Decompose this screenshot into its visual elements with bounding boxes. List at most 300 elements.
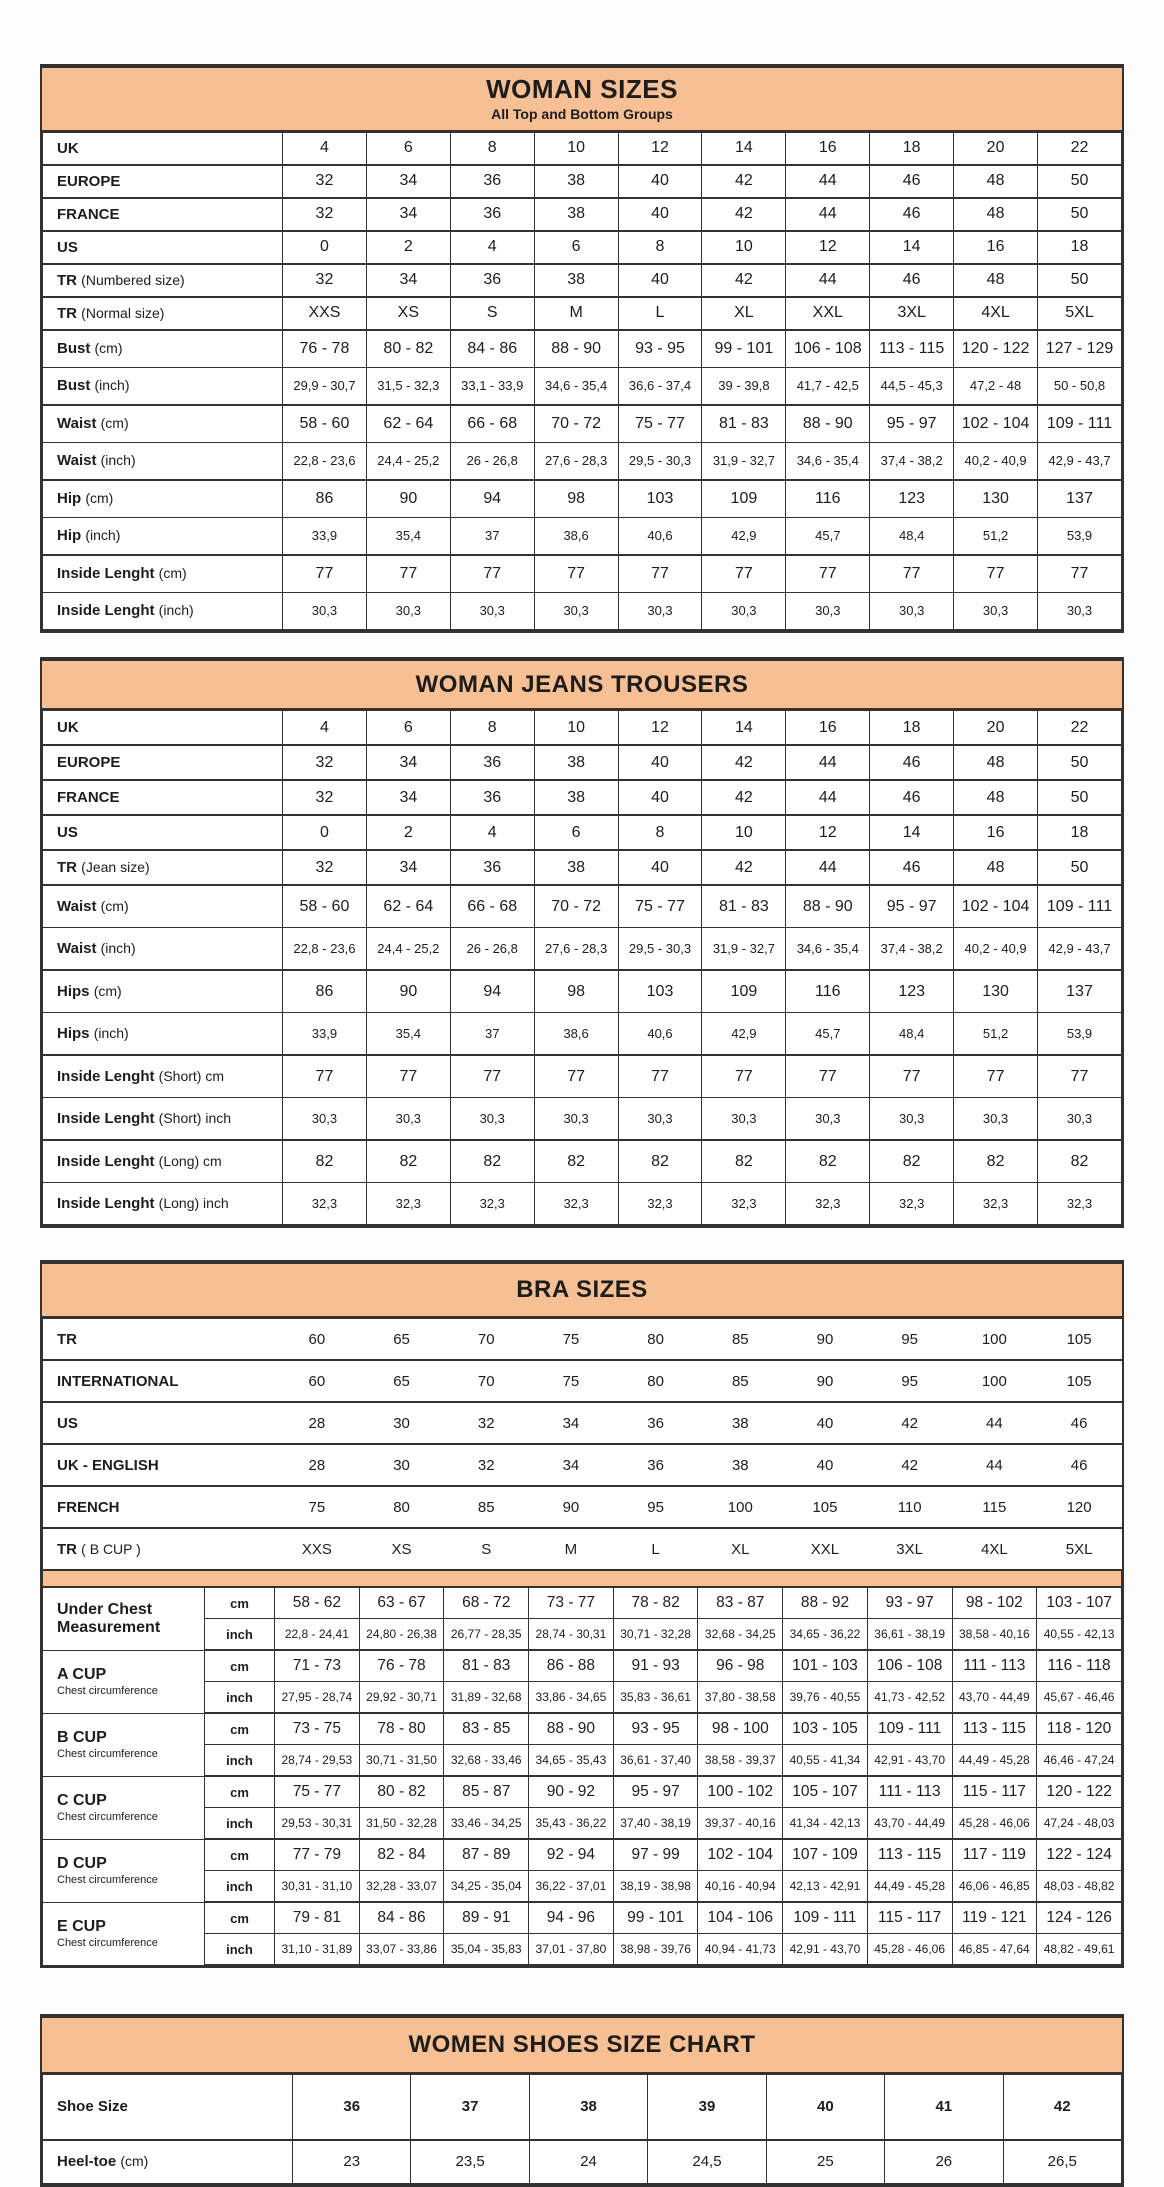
size-cell: 14 <box>870 815 954 850</box>
row-label <box>43 297 283 330</box>
size-cell: 98 <box>534 970 618 1013</box>
cup-label <box>43 1776 205 1839</box>
unit-cell-cm: cm <box>205 1839 275 1871</box>
size-cell: 102 - 104 <box>954 405 1038 443</box>
size-cell: 82 <box>870 1140 954 1183</box>
size-cell: 40,94 - 41,73 <box>698 1934 783 1966</box>
size-cell: 120 <box>1037 1486 1122 1528</box>
table-row <box>43 1402 1122 1444</box>
row-label: FRANCE <box>43 198 283 231</box>
table-row <box>43 1839 1122 1871</box>
size-cell: S <box>450 297 534 330</box>
size-cell: 33,9 <box>283 517 367 555</box>
size-cell: 115 - 117 <box>952 1776 1037 1808</box>
row-label: US <box>43 815 283 850</box>
size-cell: 30,3 <box>534 1098 618 1141</box>
row-label <box>43 970 283 1013</box>
cup-label <box>43 1839 205 1902</box>
size-cell: 37 <box>411 2074 529 2140</box>
size-cell: 78 - 82 <box>613 1587 698 1619</box>
row-label-main: Hip <box>57 527 86 545</box>
size-cell: 40,2 - 40,9 <box>954 442 1038 480</box>
table-row <box>43 330 1122 368</box>
unit-cell-inch: inch <box>205 1934 275 1966</box>
size-cell: 24,80 - 26,38 <box>359 1619 444 1651</box>
size-cell: 85 <box>698 1319 783 1361</box>
size-cell: 94 <box>450 970 534 1013</box>
table-row <box>43 1650 1122 1682</box>
size-cell: 27,6 - 28,3 <box>534 928 618 971</box>
size-cell: 36 <box>450 264 534 297</box>
size-cell: 111 - 113 <box>952 1650 1037 1682</box>
size-cell: 26,5 <box>1003 2140 1121 2184</box>
size-cell: 44 <box>786 165 870 198</box>
size-cell: 43,70 - 44,49 <box>952 1682 1037 1714</box>
shoes-section <box>40 2014 1124 2187</box>
size-cell: 50 <box>1038 264 1122 297</box>
size-cell: XS <box>366 297 450 330</box>
size-cell: 32,3 <box>870 1183 954 1226</box>
shoes-title: WOMEN SHOES SIZE CHART <box>408 2031 756 2059</box>
woman-sizes-grid <box>42 132 1122 631</box>
size-cell: 113 - 115 <box>867 1839 952 1871</box>
size-cell: 85 <box>698 1360 783 1402</box>
unit-cell-cm: cm <box>205 1776 275 1808</box>
table-row <box>43 1013 1122 1056</box>
size-cell: 116 <box>786 970 870 1013</box>
size-cell: 32,3 <box>450 1183 534 1226</box>
size-cell: 46,06 - 46,85 <box>952 1871 1037 1903</box>
row-label <box>43 480 283 518</box>
cup-name: A CUP <box>57 1666 107 1684</box>
size-cell: 103 - 105 <box>783 1713 868 1745</box>
table-row <box>43 198 1122 231</box>
size-cell: 77 <box>954 1055 1038 1098</box>
size-cell: 51,2 <box>954 1013 1038 1056</box>
size-cell: 10 <box>534 711 618 746</box>
size-cell: 2 <box>366 231 450 264</box>
size-cell: 24 <box>529 2140 647 2184</box>
size-cell: 30,3 <box>366 1098 450 1141</box>
size-cell: 48 <box>954 745 1038 780</box>
row-label <box>43 2140 293 2184</box>
shoes-grid <box>42 2074 1122 2185</box>
size-cell: 46 <box>870 198 954 231</box>
size-cell: 36,6 - 37,4 <box>618 367 702 405</box>
size-cell: 30,3 <box>618 592 702 630</box>
section-separator <box>43 1570 1122 1587</box>
size-cell: 34 <box>366 850 450 885</box>
size-cell: 14 <box>870 231 954 264</box>
row-label: FRANCE <box>43 780 283 815</box>
size-cell: 40 <box>783 1444 868 1486</box>
size-cell: 32,3 <box>786 1183 870 1226</box>
size-cell: 88 - 92 <box>783 1587 868 1619</box>
size-cell: 33,46 - 34,25 <box>444 1808 529 1840</box>
size-cell: 0 <box>283 815 367 850</box>
size-cell: 95 - 97 <box>870 885 954 928</box>
size-cell: 103 - 107 <box>1037 1587 1122 1619</box>
table-row <box>43 1776 1122 1808</box>
table-row <box>43 1444 1122 1486</box>
size-cell: 40 <box>618 165 702 198</box>
table-row <box>43 1619 1122 1651</box>
size-cell: 22,8 - 24,41 <box>275 1619 360 1651</box>
size-cell: 30,3 <box>870 592 954 630</box>
cup-subname: Chest circumference <box>57 1747 158 1760</box>
size-cell: 24,5 <box>648 2140 766 2184</box>
table-row <box>43 367 1122 405</box>
size-cell: 30,3 <box>870 1098 954 1141</box>
size-cell: 40,55 - 42,13 <box>1037 1619 1122 1651</box>
size-cell: 32,68 - 34,25 <box>698 1619 783 1651</box>
size-cell: 119 - 121 <box>952 1902 1037 1934</box>
size-cell: 32,3 <box>283 1183 367 1226</box>
size-cell: 82 <box>1038 1140 1122 1183</box>
table-row <box>43 264 1122 297</box>
size-cell: 29,5 - 30,3 <box>618 442 702 480</box>
size-cell: 4 <box>450 231 534 264</box>
row-label-detail: (inch) <box>158 602 194 619</box>
size-cell: 32 <box>283 780 367 815</box>
size-cell: 24,4 - 25,2 <box>366 928 450 971</box>
size-cell: 4 <box>450 815 534 850</box>
size-cell: 26 - 26,8 <box>450 442 534 480</box>
row-label-main: TR <box>57 304 82 322</box>
size-cell: 48 <box>954 780 1038 815</box>
size-cell: 85 - 87 <box>444 1776 529 1808</box>
row-label-main: Inside Lenght <box>57 1195 159 1213</box>
size-cell: 41,7 - 42,5 <box>786 367 870 405</box>
size-cell: 44 <box>952 1402 1037 1444</box>
size-cell: 103 <box>618 480 702 518</box>
size-cell: 39,37 - 40,16 <box>698 1808 783 1840</box>
size-cell: 107 - 109 <box>783 1839 868 1871</box>
cup-label <box>43 1902 205 1965</box>
size-cell: 70 <box>444 1360 529 1402</box>
size-cell: 127 - 129 <box>1038 330 1122 368</box>
size-cell: L <box>618 297 702 330</box>
row-label-main: Hip <box>57 490 86 508</box>
row-label-detail: (Long) inch <box>158 1195 229 1212</box>
size-cell: 32,3 <box>1038 1183 1122 1226</box>
size-cell: 4 <box>283 711 367 746</box>
size-cell: 99 - 101 <box>702 330 786 368</box>
size-cell: 82 <box>618 1140 702 1183</box>
cup-subname: Chest circumference <box>57 1810 158 1823</box>
table-row <box>43 970 1122 1013</box>
size-cell: 38,6 <box>534 1013 618 1056</box>
size-cell: 30,3 <box>954 592 1038 630</box>
size-cell: 44 <box>786 745 870 780</box>
size-cell: 36 <box>613 1402 698 1444</box>
size-cell: 35,83 - 36,61 <box>613 1682 698 1714</box>
size-cell: 42,91 - 43,70 <box>867 1745 952 1777</box>
size-cell: 12 <box>786 815 870 850</box>
size-cell: 95 - 97 <box>870 405 954 443</box>
size-cell: 50 <box>1038 198 1122 231</box>
size-cell: 48,82 - 49,61 <box>1037 1934 1122 1966</box>
size-cell: 116 - 118 <box>1037 1650 1122 1682</box>
size-cell: 34 <box>529 1444 614 1486</box>
size-cell: 47,24 - 48,03 <box>1037 1808 1122 1840</box>
table-row <box>43 928 1122 971</box>
row-label-main: Inside Lenght <box>57 1153 159 1171</box>
size-cell: 41 <box>885 2074 1003 2140</box>
size-cell: 32,3 <box>618 1183 702 1226</box>
row-label-detail: (Long) cm <box>158 1153 222 1170</box>
size-cell: 53,9 <box>1038 517 1122 555</box>
size-cell: 46 <box>1037 1444 1122 1486</box>
row-label: EUROPE <box>43 745 283 780</box>
size-cell: 14 <box>702 132 786 165</box>
row-label-main: Inside Lenght <box>57 1068 159 1086</box>
row-label-detail: (Jean size) <box>81 859 150 876</box>
size-cell: 75 <box>275 1486 360 1528</box>
bra-sizes-title: BRA SIZES <box>516 1276 648 1304</box>
table-row <box>43 555 1122 593</box>
size-cell: 31,50 - 32,28 <box>359 1808 444 1840</box>
size-cell: 82 - 84 <box>359 1839 444 1871</box>
size-cell: 66 - 68 <box>450 885 534 928</box>
size-cell: 50 <box>1038 165 1122 198</box>
size-cell: 70 - 72 <box>534 885 618 928</box>
size-cell: 6 <box>534 815 618 850</box>
row-label-detail: (cm) <box>93 983 122 1000</box>
size-cell: 30,3 <box>702 1098 786 1141</box>
size-cell: 42 <box>702 198 786 231</box>
size-cell: 32 <box>444 1444 529 1486</box>
size-cell: 30,3 <box>702 592 786 630</box>
row-label-main: Waist <box>57 452 101 470</box>
row-label-main: Bust <box>57 377 95 395</box>
table-row <box>43 405 1122 443</box>
size-cell: 38,6 <box>534 517 618 555</box>
size-cell: 10 <box>702 231 786 264</box>
size-cell: 95 <box>867 1319 952 1361</box>
size-cell: 89 - 91 <box>444 1902 529 1934</box>
size-cell: 36,61 - 38,19 <box>867 1619 952 1651</box>
row-label <box>43 1055 283 1098</box>
row-label <box>43 442 283 480</box>
size-cell: 46 <box>870 264 954 297</box>
size-cell: 92 - 94 <box>529 1839 614 1871</box>
size-cell: 31,9 - 32,7 <box>702 442 786 480</box>
size-cell: 4XL <box>952 1528 1037 1570</box>
table-row <box>43 885 1122 928</box>
size-cell: 16 <box>786 132 870 165</box>
size-cell: 4XL <box>954 297 1038 330</box>
size-cell: 38 <box>534 780 618 815</box>
size-cell: 34,65 - 36,22 <box>783 1619 868 1651</box>
table-row <box>43 297 1122 330</box>
size-cell: 130 <box>954 970 1038 1013</box>
size-cell: 65 <box>359 1319 444 1361</box>
size-cell: 3XL <box>867 1528 952 1570</box>
size-cell: 84 - 86 <box>359 1902 444 1934</box>
size-cell: 32 <box>283 165 367 198</box>
woman-jeans-grid <box>42 710 1122 1226</box>
size-cell: 137 <box>1038 480 1122 518</box>
size-cell: 106 - 108 <box>867 1650 952 1682</box>
size-cell: M <box>534 297 618 330</box>
size-cell: 77 <box>618 555 702 593</box>
size-cell: 39,76 - 40,55 <box>783 1682 868 1714</box>
size-cell: 30,3 <box>1038 592 1122 630</box>
size-cell: 76 - 78 <box>283 330 367 368</box>
size-cell: 38 <box>534 850 618 885</box>
row-label-detail: (inch) <box>100 940 136 957</box>
size-cell: 90 <box>783 1360 868 1402</box>
size-cell: 130 <box>954 480 1038 518</box>
size-cell: 18 <box>1038 815 1122 850</box>
size-cell: 50 <box>1038 745 1122 780</box>
table-row <box>43 1055 1122 1098</box>
size-cell: 45,67 - 46,46 <box>1037 1682 1122 1714</box>
size-cell: 48 <box>954 198 1038 231</box>
size-cell: 98 - 100 <box>698 1713 783 1745</box>
size-cell: 22 <box>1038 711 1122 746</box>
size-cell: 8 <box>450 132 534 165</box>
size-cell: 3XL <box>870 297 954 330</box>
size-cell: 50 <box>1038 780 1122 815</box>
size-cell: 5XL <box>1037 1528 1122 1570</box>
table-row <box>43 1587 1122 1619</box>
row-label-main: TR <box>57 1540 82 1558</box>
size-cell: 105 <box>783 1486 868 1528</box>
size-cell: 24,4 - 25,2 <box>366 442 450 480</box>
size-cell: 77 <box>366 555 450 593</box>
size-cell: S <box>444 1528 529 1570</box>
size-cell: 94 - 96 <box>529 1902 614 1934</box>
table-row <box>43 1098 1122 1141</box>
size-cell: M <box>529 1528 614 1570</box>
size-cell: 12 <box>618 711 702 746</box>
size-cell: 93 - 95 <box>618 330 702 368</box>
size-cell: 35,4 <box>366 517 450 555</box>
size-cell: 77 <box>618 1055 702 1098</box>
size-cell: 30,3 <box>786 1098 870 1141</box>
cup-subname: Chest circumference <box>57 1684 158 1697</box>
size-cell: XXS <box>275 1528 360 1570</box>
size-cell: 30,3 <box>450 1098 534 1141</box>
unit-cell-inch: inch <box>205 1619 275 1651</box>
size-cell: 30,3 <box>283 1098 367 1141</box>
size-cell: 46,85 - 47,64 <box>952 1934 1037 1966</box>
size-cell: 32 <box>444 1402 529 1444</box>
size-cell: 20 <box>954 711 1038 746</box>
size-cell: 68 - 72 <box>444 1587 529 1619</box>
size-cell: 45,28 - 46,06 <box>952 1808 1037 1840</box>
size-cell: XXL <box>783 1528 868 1570</box>
size-cell: 33,07 - 33,86 <box>359 1934 444 1966</box>
row-label: TR <box>43 1319 275 1361</box>
size-cell: 44 <box>786 780 870 815</box>
size-cell: 31,10 - 31,89 <box>275 1934 360 1966</box>
size-cell: 116 <box>786 480 870 518</box>
size-cell: 105 <box>1037 1319 1122 1361</box>
row-label: Shoe Size <box>43 2074 293 2140</box>
size-cell: 77 <box>450 1055 534 1098</box>
size-cell: 77 <box>1038 1055 1122 1098</box>
row-label: INTERNATIONAL <box>43 1360 275 1402</box>
row-label-detail: (inch) <box>100 452 136 469</box>
size-cell: 76 - 78 <box>359 1650 444 1682</box>
size-cell: 32,3 <box>366 1183 450 1226</box>
size-cell: 88 - 90 <box>529 1713 614 1745</box>
size-cell: 48,4 <box>870 1013 954 1056</box>
size-cell: L <box>613 1528 698 1570</box>
size-cell: 75 - 77 <box>275 1776 360 1808</box>
size-cell: 42,9 - 43,7 <box>1038 928 1122 971</box>
size-cell: 77 <box>534 555 618 593</box>
table-row <box>43 1808 1122 1840</box>
size-cell: 97 - 99 <box>613 1839 698 1871</box>
size-cell: 93 - 97 <box>867 1587 952 1619</box>
size-cell: 32,3 <box>534 1183 618 1226</box>
table-row <box>43 1713 1122 1745</box>
size-cell: 120 - 122 <box>954 330 1038 368</box>
size-cell: 137 <box>1038 970 1122 1013</box>
size-cell: 95 - 97 <box>613 1776 698 1808</box>
unit-cell-cm: cm <box>205 1713 275 1745</box>
size-cell: 123 <box>870 970 954 1013</box>
size-cell: 66 - 68 <box>450 405 534 443</box>
size-cell: 91 - 93 <box>613 1650 698 1682</box>
cup-name: D CUP <box>57 1855 107 1873</box>
size-cell: 16 <box>954 815 1038 850</box>
table-row <box>43 1319 1122 1361</box>
size-cell: 37,4 - 38,2 <box>870 928 954 971</box>
size-cell: 90 <box>366 970 450 1013</box>
size-cell: 105 - 107 <box>783 1776 868 1808</box>
size-cell: 81 - 83 <box>702 405 786 443</box>
table-row <box>43 1682 1122 1714</box>
size-cell: 77 <box>786 555 870 593</box>
size-cell: 77 <box>366 1055 450 1098</box>
woman-jeans-title: WOMAN JEANS TROUSERS <box>415 670 749 698</box>
row-label-main: Hips <box>57 983 94 1001</box>
bra-sizes-title-bar <box>42 1264 1122 1318</box>
size-cell: 38 <box>698 1444 783 1486</box>
size-cell: 42 <box>1003 2074 1121 2140</box>
woman-sizes-title-bar <box>42 68 1122 132</box>
row-label-detail: (Numbered size) <box>81 271 185 288</box>
size-cell: 30,3 <box>534 592 618 630</box>
size-cell: 16 <box>954 231 1038 264</box>
table-row <box>43 711 1122 746</box>
size-cell: 22,8 - 23,6 <box>283 442 367 480</box>
unit-cell-inch: inch <box>205 1682 275 1714</box>
row-label-detail: (Short) cm <box>158 1068 225 1085</box>
size-cell: 8 <box>450 711 534 746</box>
size-cell: 85 <box>444 1486 529 1528</box>
size-cell: 34,6 - 35,4 <box>786 928 870 971</box>
size-cell: 40,55 - 41,34 <box>783 1745 868 1777</box>
row-label <box>43 555 283 593</box>
size-cell: 40 <box>618 745 702 780</box>
size-cell: 30,3 <box>786 592 870 630</box>
size-cell: 40,16 - 40,94 <box>698 1871 783 1903</box>
size-cell: 109 - 111 <box>783 1902 868 1934</box>
size-cell: 35,43 - 36,22 <box>529 1808 614 1840</box>
row-label <box>43 405 283 443</box>
size-cell: 113 - 115 <box>952 1713 1037 1745</box>
table-row <box>43 1360 1122 1402</box>
size-cell: 109 <box>702 970 786 1013</box>
table-row <box>43 1140 1122 1183</box>
size-cell: 78 - 80 <box>359 1713 444 1745</box>
